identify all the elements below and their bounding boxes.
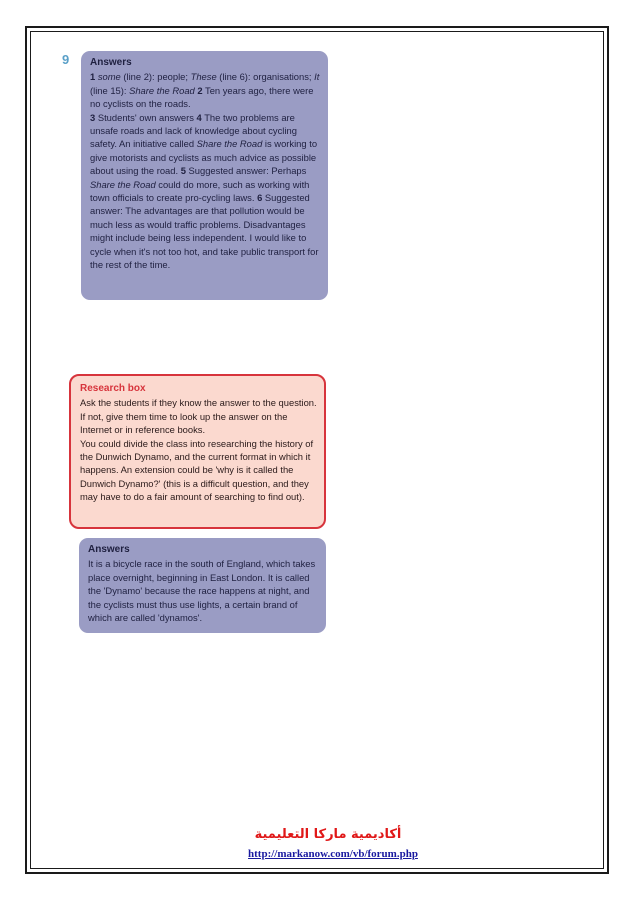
answer-number: 3 [90, 111, 96, 123]
answer-text: Ten years ago, there were no cyclists on the roads. [90, 84, 314, 110]
answers-text: It is a bicycle race in the south of England, which takes place overnight, beginning in East London. It is called the 'Dynamo' because the race happens at night, and the cyclists must thus use lights, a certain brand of which are called 'dynamos'. [88, 558, 316, 624]
answer-text: is working to give motorists and cyclists as much advice as possible about using the road. [90, 138, 318, 177]
answer-text: Students' own answers [95, 111, 197, 123]
answer-word: Share the Road [196, 138, 263, 150]
answer-number: 4 [196, 111, 202, 123]
answers-box-1 [81, 51, 328, 300]
research-box [69, 374, 326, 529]
research-paragraph-1: Ask the students if they know the answer to the question. If not, give them time to look up the answer on the Internet or in reference books. [80, 397, 317, 436]
answer-word: These [190, 71, 217, 83]
answer-text: Suggested answer: The advantages are that pollution would be much less as would traffic problems. Disadvantages might include being less independent. I would like to cycle when it's not too hot, and take public transport for the rest of the time. [90, 192, 319, 271]
answer-text: The two problems are unsafe roads and lack of knowledge about cycling safety. An initiative called [90, 111, 297, 150]
answers-text [90, 70, 320, 271]
answer-word: Share the Road [129, 84, 195, 96]
answer-word: Share the Road [90, 178, 156, 190]
answer-text: (line 2): people; [120, 71, 191, 83]
research-box-title: Research box [80, 383, 146, 394]
footer-arabic-title: أكاديمية ماركا التعليمية [254, 827, 402, 842]
answer-word: some [97, 71, 121, 83]
answers-title: Answers [88, 544, 130, 555]
answer-number: 6 [257, 192, 263, 204]
answers-title: Answers [90, 57, 132, 68]
answers-box-2 [79, 538, 326, 633]
footer-link[interactable]: http://markanow.com/vb/forum.php [248, 848, 418, 860]
answer-word: It [314, 71, 320, 83]
answer-text: (line 15): [90, 84, 130, 96]
exercise-number: 9 [62, 52, 70, 67]
answer-text: could do more, such as working with town officials to create pro-cycling laws. [90, 178, 310, 204]
answer-number: 1 [90, 71, 96, 83]
research-paragraph-2: You could divide the class into researching the history of the Dunwich Dynamo, and the current format in which it happens. An extension could be 'why is it called the Dunwich Dynamo?' (this is a difficult question, and they may have to do a fair amount of searching to find out). [80, 437, 314, 503]
answer-number: 5 [180, 165, 186, 177]
answer-text: (line 6): organisations; [216, 71, 315, 83]
answer-text: Suggested answer: Perhaps [185, 165, 307, 177]
answer-number: 2 [197, 84, 203, 96]
